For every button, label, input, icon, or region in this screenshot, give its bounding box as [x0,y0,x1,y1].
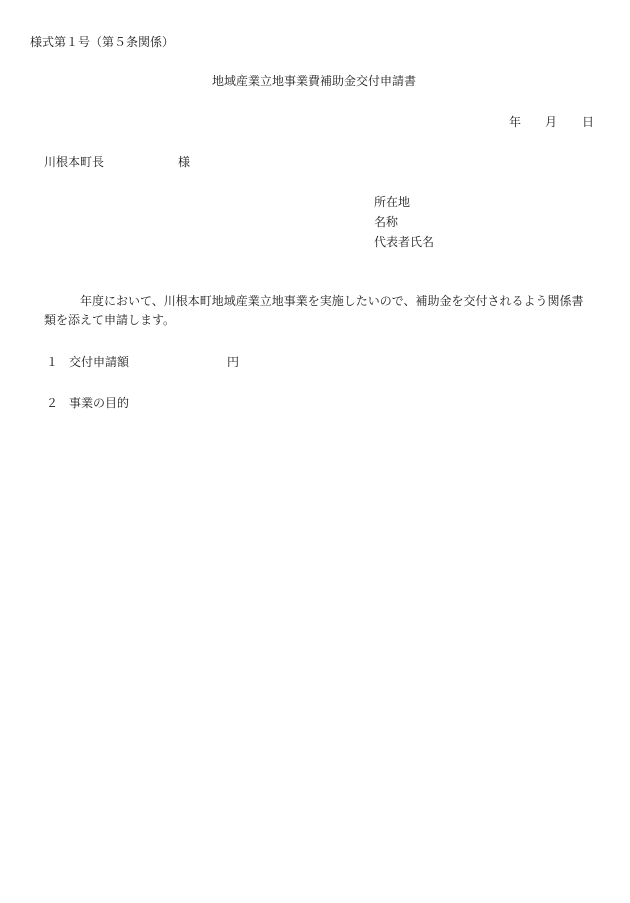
document-title: 地域産業立地事業費補助金交付申請書 [212,74,417,88]
applicant-address-label: 所在地 [374,195,411,209]
statement-line-1: 年度において、川根本町地域産業立地事業を実施したいので、補助金を交付されるよう関係書 [80,294,584,308]
date-year-label: 年 [509,115,522,129]
item-unit-yen: 円 [227,355,240,369]
item-label-project-purpose: 事業の目的 [69,396,130,410]
addressee-name: 川根本町長 [44,155,105,169]
addressee-honorific: 様 [178,155,191,169]
statement-line-2: 類を添えて申請します。 [44,313,176,327]
item-number: ２ [46,396,59,410]
applicant-representative-label: 代表者氏名 [374,235,435,249]
applicant-name-label: 名称 [374,215,399,229]
application-statement [44,292,600,330]
date-day-label: 日 [582,115,595,129]
date-month-label: 月 [545,115,558,129]
item-label-application-amount: 交付申請額 [69,355,130,369]
form-number: 様式第１号（第５条関係） [30,35,175,49]
item-number: １ [46,355,59,369]
